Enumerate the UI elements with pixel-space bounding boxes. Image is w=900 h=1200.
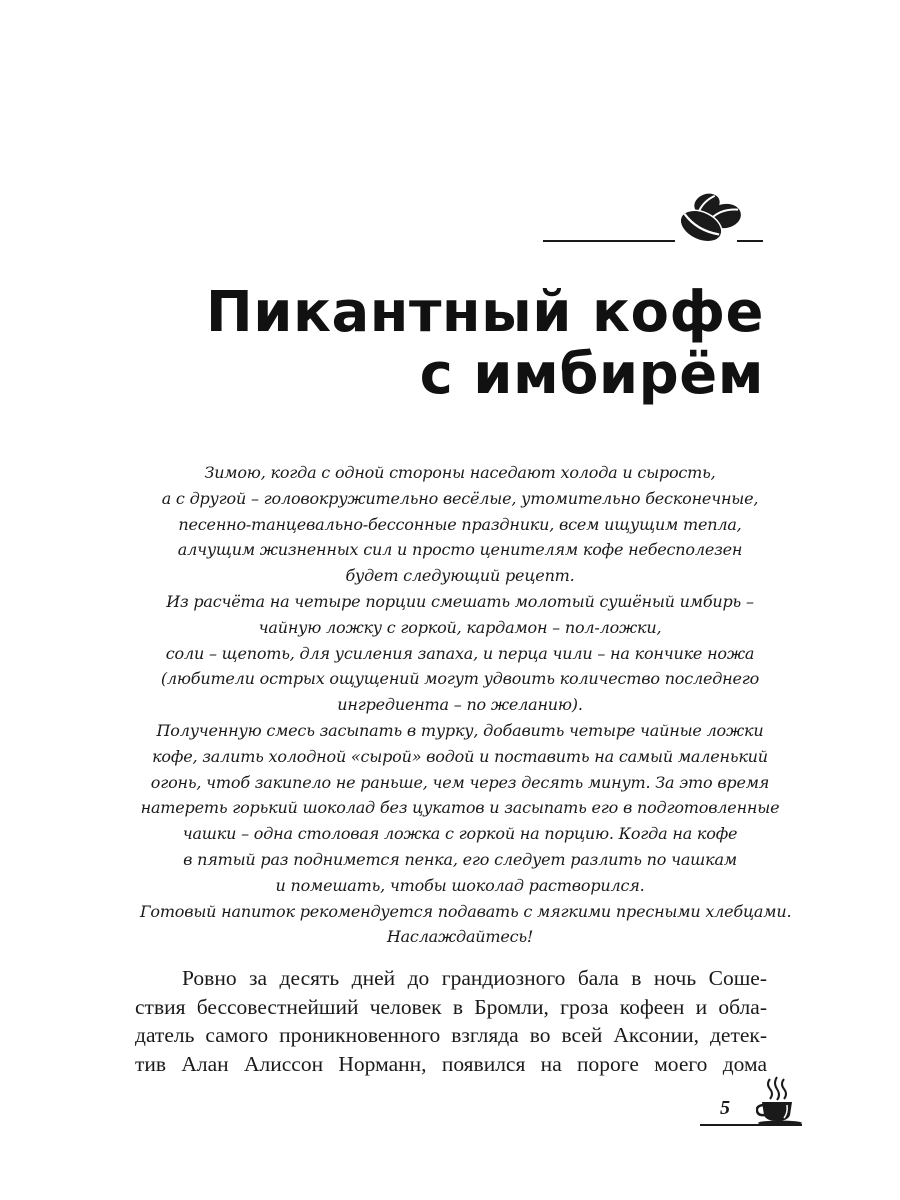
recipe-block — [140, 460, 792, 950]
recipe-line: и помешать, чтобы шоколад растворился. — [275, 875, 645, 895]
recipe-line: ингредиента – по желанию). — [337, 695, 583, 715]
recipe-line: Полученную смесь засыпать в турку, добавить четыре чайные ложки — [156, 720, 764, 740]
chapter-title — [164, 282, 764, 406]
chapter-title-line-1: Пикантный кофе — [205, 280, 764, 345]
recipe-line: будет следующий рецепт. — [345, 566, 575, 586]
coffee-cup-icon — [756, 1075, 804, 1127]
body-line: Ровно за десять дней до грандиозного бала в ночь Соше- — [182, 966, 767, 990]
recipe-line: песенно-танцевально-бессонные праздники, всем ищущим тепла, — [178, 514, 742, 534]
page-number: 5 — [720, 1097, 730, 1119]
header-ornament — [540, 180, 765, 250]
body-paragraph — [135, 964, 767, 1078]
body-line: датель самого проникновенного взгляда во всей Аксонии, детек- — [135, 1023, 767, 1047]
body-line: тив Алан Алиссон Норманн, появился на пороге моего дома — [135, 1051, 767, 1076]
recipe-line: натереть горький шоколад без цукатов и засыпать его в подготовленные — [140, 798, 780, 818]
recipe-line: Наслаждайтесь! — [386, 927, 534, 947]
chapter-title-line-2: с имбирём — [419, 342, 764, 407]
coffee-beans-icon — [675, 186, 745, 248]
recipe-line: огонь, чтоб закипело не раньше, чем через десять минут. За это время — [150, 772, 770, 792]
recipe-line: в пятый раз поднимется пенка, его следует разлить по чашкам — [183, 849, 737, 869]
recipe-line: (любители острых ощущений могут удвоить количество последнего — [160, 669, 760, 689]
recipe-line: чайную ложку с горкой, кардамон – пол-ложки, — [258, 617, 662, 637]
footer-rule — [700, 1124, 802, 1126]
header-rule-left — [543, 240, 675, 242]
recipe-line: алчущим жизненных сил и просто ценителям кофе небесполезен — [177, 540, 743, 560]
recipe-line: чашки – одна столовая ложка с горкой на порцию. Когда на кофе — [182, 824, 738, 844]
recipe-line: кофе, залить холодной «сырой» водой и поставить на самый маленький — [152, 746, 768, 766]
recipe-line: а с другой – головокружительно весёлые, утомительно бесконечные, — [161, 488, 759, 508]
recipe-line: Из расчёта на четыре порции смешать молотый сушёный имбирь – — [166, 591, 754, 611]
recipe-line: Зимою, когда с одной стороны наседают холода и сырость, — [204, 463, 716, 482]
body-line: ствия бессовестнейший человек в Бромли, гроза кофеен и обла- — [135, 994, 767, 1019]
recipe-line: соли – щепоть, для усиления запаха, и перца чили – на кончике ножа — [165, 643, 755, 663]
header-rule-right — [737, 240, 763, 242]
recipe-line: Готовый напиток рекомендуется подавать с мягкими пресными хлебцами. — [140, 901, 792, 921]
page-footer — [698, 1075, 808, 1130]
